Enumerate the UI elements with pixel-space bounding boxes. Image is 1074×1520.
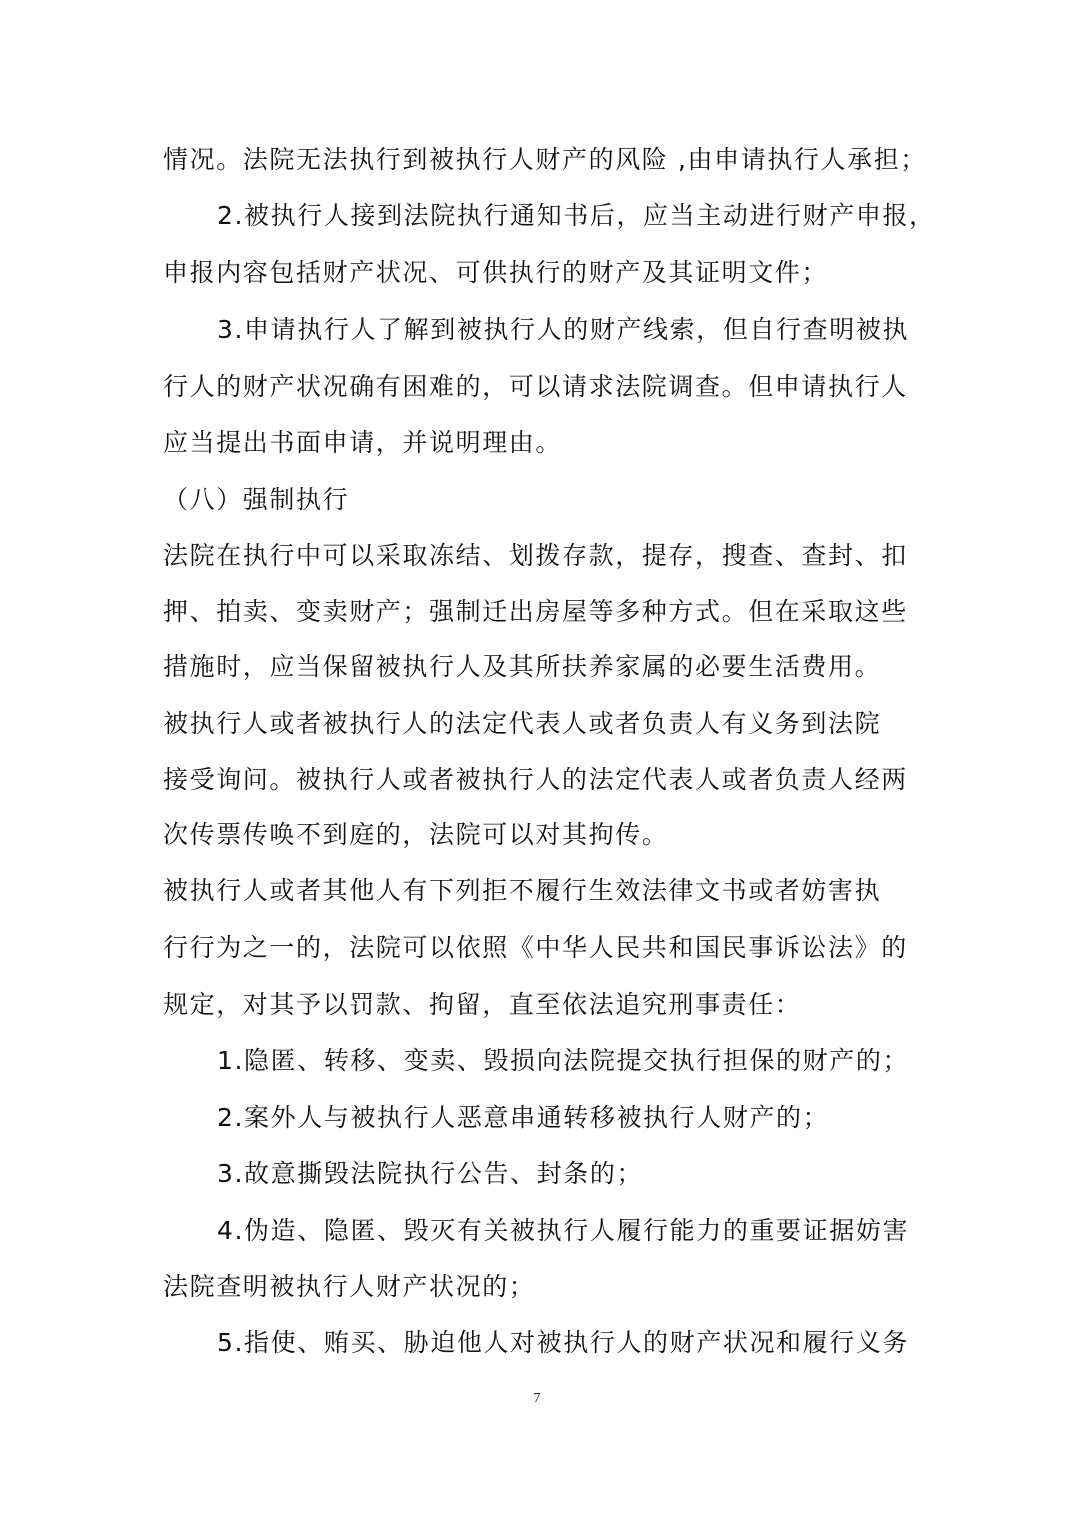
list-item-text: 3.申请执行人了解到被执行人的财产线索，但自行查明被执 [217, 315, 910, 344]
text-line: 押、拍卖、变卖财产；强制迁出房屋等多种方式。但在采取这些 [163, 597, 908, 626]
list-item-text: 1.隐匿、转移、变卖、毁损向法院提交执行担保的财产的； [217, 1046, 910, 1075]
section-heading: （八）强制执行 [163, 485, 350, 514]
text-line: 应当提出书面申请，并说明理由。 [163, 428, 563, 457]
page-number: 7 [533, 1391, 541, 1406]
list-item-text: 4.伪造、隐匿、毁灭有关被执行人履行能力的重要证据妨害 [217, 1216, 910, 1245]
text-line: 法院查明被执行人财产状况的； [163, 1272, 536, 1301]
text-line: 被执行人或者被执行人的法定代表人或者负责人有义务到法院 [163, 709, 882, 738]
text-line: 行人的财产状况确有困难的，可以请求法院调查。但申请执行人 [163, 372, 908, 401]
text-line: 被执行人或者其他人有下列拒不履行生效法律文书或者妨害执 [163, 876, 882, 905]
text-line: 次传票传唤不到庭的，法院可以对其拘传。 [163, 820, 669, 849]
text-line: 法院在执行中可以采取冻结、划拨存款，提存，搜查、查封、扣 [163, 541, 908, 570]
text-line: 行行为之一的，法院可以依照《中华人民共和国民事诉讼法》的 [163, 933, 908, 962]
list-item-text: 3.故意撕毁法院执行公告、封条的； [217, 1159, 644, 1188]
list-item-text: 2.案外人与被执行人恶意串通转移被执行人财产的； [217, 1103, 830, 1132]
text-line: 措施时，应当保留被执行人及其所扶养家属的必要生活费用。 [163, 652, 882, 681]
text-line: 接受询问。被执行人或者被执行人的法定代表人或者负责人经两 [163, 765, 908, 794]
text-line: 规定，对其予以罚款、拘留，直至依法追究刑事责任： [163, 990, 802, 1019]
text-line: 申报内容包括财产状况、可供执行的财产及其证明文件； [163, 258, 829, 287]
list-item-text: 2.被执行人接到法院执行通知书后，应当主动进行财产申报， [217, 201, 936, 230]
text-line: 情况。法院无法执行到被执行人财产的风险 ,由申请执行人承担； [163, 145, 927, 174]
list-item-text: 5.指使、贿买、胁迫他人对被执行人的财产状况和履行义务 [217, 1328, 910, 1357]
